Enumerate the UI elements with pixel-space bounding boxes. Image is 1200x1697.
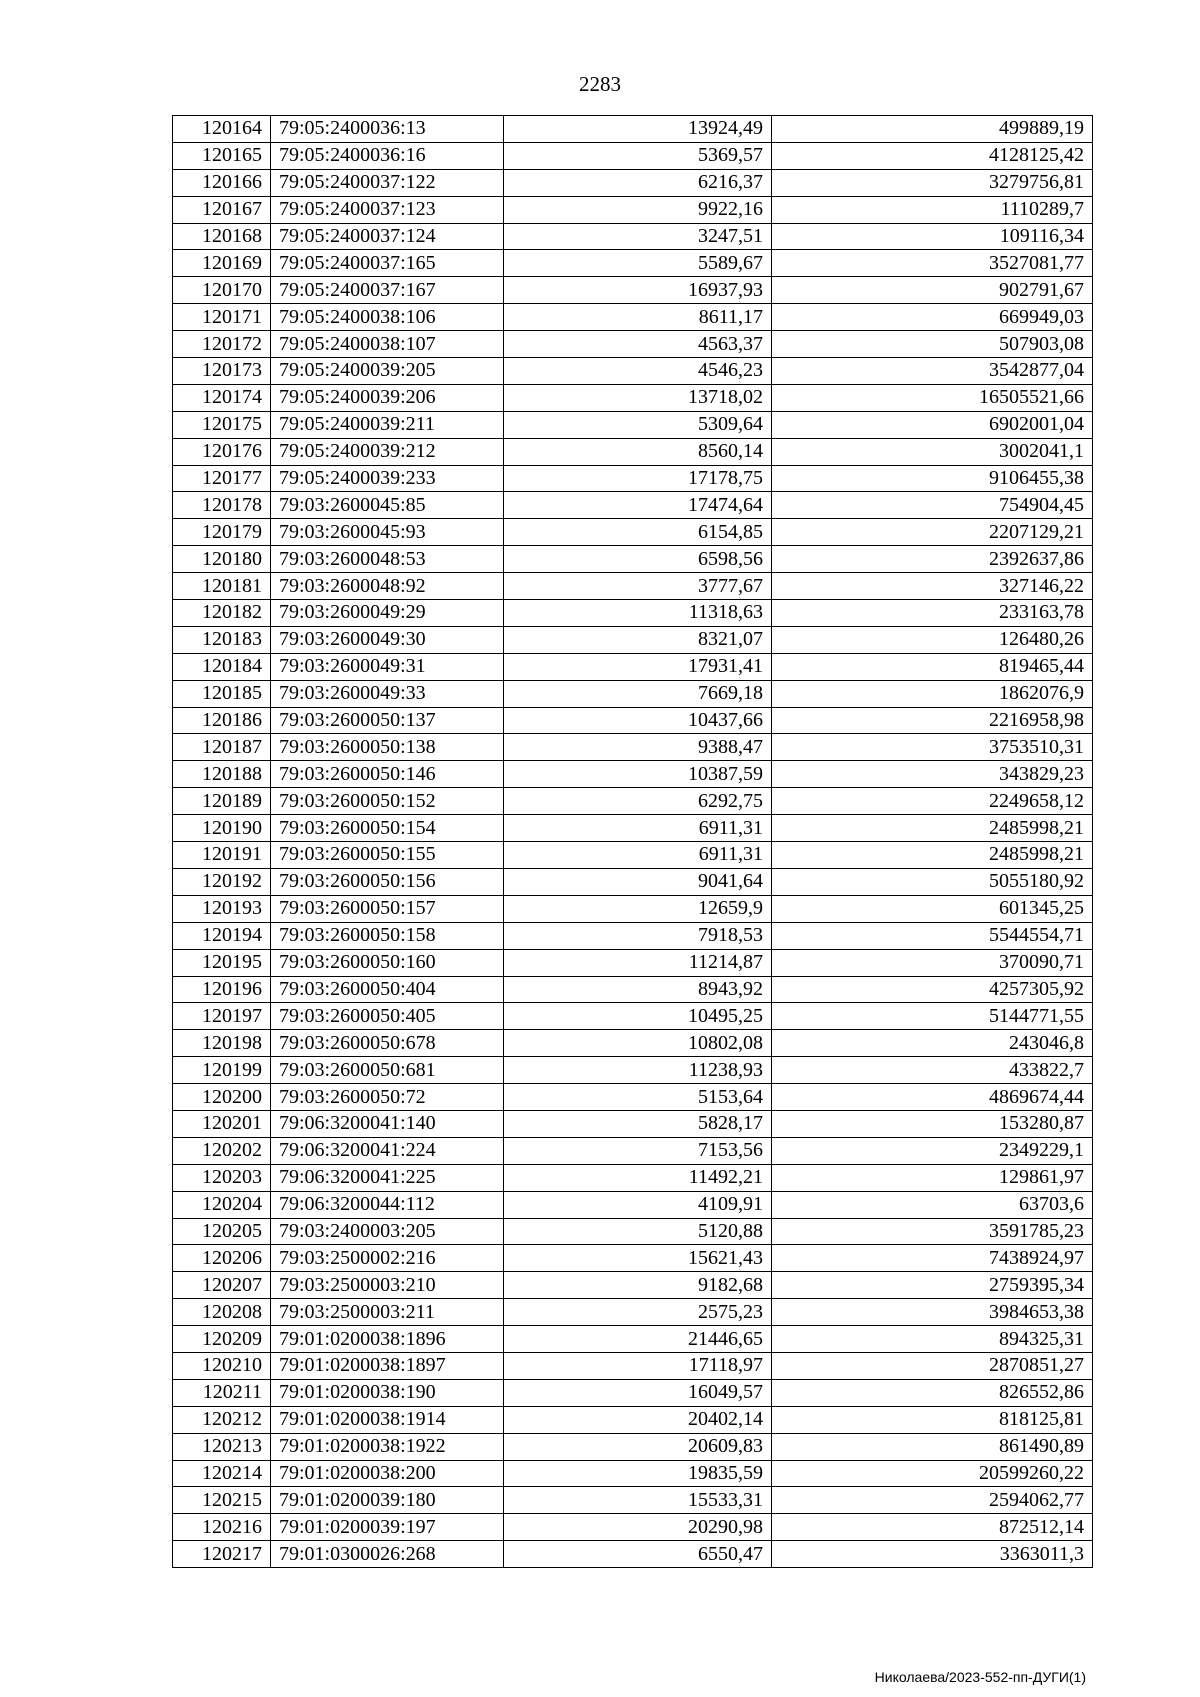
area-cell: 6216,37	[504, 169, 772, 196]
value-cell: 1862076,9	[772, 680, 1093, 707]
table-row	[173, 438, 1093, 465]
area-cell: 6598,56	[504, 546, 772, 573]
area-cell: 7918,53	[504, 922, 772, 949]
cadastral-number-cell: 79:03:2600050:72	[271, 1084, 504, 1111]
row-number-cell: 120198	[173, 1030, 271, 1057]
cadastral-number-cell: 79:03:2400003:205	[271, 1218, 504, 1245]
table-row	[173, 922, 1093, 949]
cadastral-number-cell: 79:03:2600050:157	[271, 895, 504, 922]
row-number-cell: 120205	[173, 1218, 271, 1245]
cadastral-number-cell: 79:05:2400039:211	[271, 411, 504, 438]
area-cell: 15621,43	[504, 1245, 772, 1272]
cadastral-number-cell: 79:03:2600048:92	[271, 573, 504, 600]
cadastral-number-cell: 79:03:2600050:152	[271, 788, 504, 815]
area-cell: 10387,59	[504, 761, 772, 788]
row-number-cell: 120211	[173, 1379, 271, 1406]
table-row	[173, 1514, 1093, 1541]
row-number-cell: 120208	[173, 1299, 271, 1326]
table-row	[173, 1487, 1093, 1514]
cadastral-number-cell: 79:03:2600050:138	[271, 734, 504, 761]
cadastral-number-cell: 79:05:2400039:212	[271, 438, 504, 465]
area-cell: 20402,14	[504, 1406, 772, 1433]
cadastral-number-cell: 79:03:2500002:216	[271, 1245, 504, 1272]
value-cell: 4128125,42	[772, 142, 1093, 169]
value-cell: 3002041,1	[772, 438, 1093, 465]
cadastral-number-cell: 79:05:2400037:167	[271, 277, 504, 304]
data-table	[172, 115, 1093, 1568]
area-cell: 5309,64	[504, 411, 772, 438]
cadastral-number-cell: 79:03:2600050:160	[271, 949, 504, 976]
table-row	[173, 1137, 1093, 1164]
row-number-cell: 120168	[173, 223, 271, 250]
table-row	[173, 1191, 1093, 1218]
area-cell: 16937,93	[504, 277, 772, 304]
area-cell: 20290,98	[504, 1514, 772, 1541]
row-number-cell: 120201	[173, 1110, 271, 1137]
area-cell: 12659,9	[504, 895, 772, 922]
area-cell: 9182,68	[504, 1272, 772, 1299]
row-number-cell: 120165	[173, 142, 271, 169]
value-cell: 669949,03	[772, 304, 1093, 331]
table-row	[173, 1433, 1093, 1460]
area-cell: 11238,93	[504, 1057, 772, 1084]
row-number-cell: 120207	[173, 1272, 271, 1299]
cadastral-number-cell: 79:05:2400037:122	[271, 169, 504, 196]
area-cell: 9041,64	[504, 868, 772, 895]
row-number-cell: 120194	[173, 922, 271, 949]
cadastral-number-cell: 79:05:2400036:13	[271, 116, 504, 143]
row-number-cell: 120176	[173, 438, 271, 465]
table-row	[173, 949, 1093, 976]
value-cell: 3753510,31	[772, 734, 1093, 761]
table-row	[173, 492, 1093, 519]
area-cell: 10495,25	[504, 1003, 772, 1030]
cadastral-number-cell: 79:01:0200038:1922	[271, 1433, 504, 1460]
cadastral-number-cell: 79:05:2400037:123	[271, 196, 504, 223]
cadastral-number-cell: 79:05:2400037:165	[271, 250, 504, 277]
value-cell: 1110289,7	[772, 196, 1093, 223]
area-cell: 4546,23	[504, 358, 772, 385]
area-cell: 11318,63	[504, 600, 772, 627]
value-cell: 129861,97	[772, 1164, 1093, 1191]
row-number-cell: 120180	[173, 546, 271, 573]
row-number-cell: 120169	[173, 250, 271, 277]
value-cell: 3542877,04	[772, 358, 1093, 385]
row-number-cell: 120182	[173, 600, 271, 627]
table-row	[173, 1460, 1093, 1487]
table-row	[173, 1057, 1093, 1084]
table-row	[173, 653, 1093, 680]
row-number-cell: 120172	[173, 331, 271, 358]
table-row	[173, 358, 1093, 385]
table-row	[173, 707, 1093, 734]
table-row	[173, 1299, 1093, 1326]
table-row	[173, 546, 1093, 573]
area-cell: 6154,85	[504, 519, 772, 546]
area-cell: 17931,41	[504, 653, 772, 680]
cadastral-number-cell: 79:05:2400039:206	[271, 384, 504, 411]
table-row	[173, 1218, 1093, 1245]
cadastral-number-cell: 79:05:2400039:205	[271, 358, 504, 385]
value-cell: 433822,7	[772, 1057, 1093, 1084]
row-number-cell: 120171	[173, 304, 271, 331]
cadastral-number-cell: 79:05:2400036:16	[271, 142, 504, 169]
row-number-cell: 120167	[173, 196, 271, 223]
value-cell: 3527081,77	[772, 250, 1093, 277]
area-cell: 19835,59	[504, 1460, 772, 1487]
row-number-cell: 120196	[173, 976, 271, 1003]
value-cell: 3984653,38	[772, 1299, 1093, 1326]
table-row	[173, 1030, 1093, 1057]
row-number-cell: 120193	[173, 895, 271, 922]
cadastral-number-cell: 79:03:2600050:678	[271, 1030, 504, 1057]
cadastral-number-cell: 79:05:2400037:124	[271, 223, 504, 250]
value-cell: 327146,22	[772, 573, 1093, 600]
row-number-cell: 120186	[173, 707, 271, 734]
row-number-cell: 120187	[173, 734, 271, 761]
cadastral-number-cell: 79:05:2400039:233	[271, 465, 504, 492]
cadastral-number-cell: 79:03:2500003:211	[271, 1299, 504, 1326]
value-cell: 3279756,81	[772, 169, 1093, 196]
row-number-cell: 120195	[173, 949, 271, 976]
row-number-cell: 120192	[173, 868, 271, 895]
area-cell: 6550,47	[504, 1541, 772, 1568]
cadastral-number-cell: 79:06:3200041:140	[271, 1110, 504, 1137]
table-row	[173, 1003, 1093, 1030]
table-row	[173, 788, 1093, 815]
cadastral-number-cell: 79:03:2600050:405	[271, 1003, 504, 1030]
table-row	[173, 1164, 1093, 1191]
table-row	[173, 1084, 1093, 1111]
cadastral-number-cell: 79:01:0200038:1914	[271, 1406, 504, 1433]
cadastral-number-cell: 79:03:2600049:33	[271, 680, 504, 707]
cadastral-number-cell: 79:01:0200038:1896	[271, 1326, 504, 1353]
value-cell: 754904,45	[772, 492, 1093, 519]
row-number-cell: 120166	[173, 169, 271, 196]
table-row	[173, 277, 1093, 304]
value-cell: 5055180,92	[772, 868, 1093, 895]
row-number-cell: 120177	[173, 465, 271, 492]
value-cell: 2485998,21	[772, 815, 1093, 842]
area-cell: 3247,51	[504, 223, 772, 250]
cadastral-number-cell: 79:03:2600050:155	[271, 842, 504, 869]
area-cell: 4109,91	[504, 1191, 772, 1218]
value-cell: 2759395,34	[772, 1272, 1093, 1299]
row-number-cell: 120202	[173, 1137, 271, 1164]
row-number-cell: 120184	[173, 653, 271, 680]
row-number-cell: 120173	[173, 358, 271, 385]
value-cell: 2349229,1	[772, 1137, 1093, 1164]
area-cell: 6911,31	[504, 815, 772, 842]
value-cell: 343829,23	[772, 761, 1093, 788]
area-cell: 5369,57	[504, 142, 772, 169]
area-cell: 21446,65	[504, 1326, 772, 1353]
area-cell: 11214,87	[504, 949, 772, 976]
cadastral-number-cell: 79:05:2400038:107	[271, 331, 504, 358]
row-number-cell: 120210	[173, 1352, 271, 1379]
area-cell: 5828,17	[504, 1110, 772, 1137]
row-number-cell: 120178	[173, 492, 271, 519]
table-row	[173, 196, 1093, 223]
area-cell: 8611,17	[504, 304, 772, 331]
cadastral-number-cell: 79:03:2600050:137	[271, 707, 504, 734]
row-number-cell: 120213	[173, 1433, 271, 1460]
area-cell: 5153,64	[504, 1084, 772, 1111]
area-cell: 15533,31	[504, 1487, 772, 1514]
row-number-cell: 120204	[173, 1191, 271, 1218]
table-row	[173, 815, 1093, 842]
value-cell: 20599260,22	[772, 1460, 1093, 1487]
table-row	[173, 895, 1093, 922]
row-number-cell: 120199	[173, 1057, 271, 1084]
area-cell: 11492,21	[504, 1164, 772, 1191]
value-cell: 3591785,23	[772, 1218, 1093, 1245]
table-row	[173, 169, 1093, 196]
row-number-cell: 120203	[173, 1164, 271, 1191]
row-number-cell: 120197	[173, 1003, 271, 1030]
cadastral-number-cell: 79:03:2600050:681	[271, 1057, 504, 1084]
row-number-cell: 120190	[173, 815, 271, 842]
area-cell: 8560,14	[504, 438, 772, 465]
cadastral-number-cell: 79:06:3200041:225	[271, 1164, 504, 1191]
row-number-cell: 120189	[173, 788, 271, 815]
value-cell: 826552,86	[772, 1379, 1093, 1406]
area-cell: 5589,67	[504, 250, 772, 277]
row-number-cell: 120217	[173, 1541, 271, 1568]
value-cell: 2392637,86	[772, 546, 1093, 573]
area-cell: 4563,37	[504, 331, 772, 358]
area-cell: 6292,75	[504, 788, 772, 815]
row-number-cell: 120174	[173, 384, 271, 411]
area-cell: 13924,49	[504, 116, 772, 143]
row-number-cell: 120181	[173, 573, 271, 600]
table-row	[173, 761, 1093, 788]
cadastral-number-cell: 79:03:2600045:85	[271, 492, 504, 519]
area-cell: 8321,07	[504, 626, 772, 653]
table-body	[173, 116, 1093, 1568]
table-row	[173, 626, 1093, 653]
area-cell: 13718,02	[504, 384, 772, 411]
row-number-cell: 120183	[173, 626, 271, 653]
value-cell: 601345,25	[772, 895, 1093, 922]
area-cell: 7153,56	[504, 1137, 772, 1164]
table-row	[173, 976, 1093, 1003]
area-cell: 8943,92	[504, 976, 772, 1003]
value-cell: 16505521,66	[772, 384, 1093, 411]
row-number-cell: 120209	[173, 1326, 271, 1353]
value-cell: 4869674,44	[772, 1084, 1093, 1111]
value-cell: 2594062,77	[772, 1487, 1093, 1514]
table-row	[173, 519, 1093, 546]
cadastral-number-cell: 79:03:2600049:31	[271, 653, 504, 680]
cadastral-number-cell: 79:01:0200039:180	[271, 1487, 504, 1514]
table-row	[173, 304, 1093, 331]
cadastral-number-cell: 79:03:2600050:404	[271, 976, 504, 1003]
value-cell: 5144771,55	[772, 1003, 1093, 1030]
table-row	[173, 573, 1093, 600]
cadastral-number-cell: 79:01:0200038:1897	[271, 1352, 504, 1379]
table-row	[173, 1245, 1093, 1272]
table-row	[173, 600, 1093, 627]
area-cell: 9388,47	[504, 734, 772, 761]
value-cell: 861490,89	[772, 1433, 1093, 1460]
row-number-cell: 120185	[173, 680, 271, 707]
area-cell: 3777,67	[504, 573, 772, 600]
value-cell: 243046,8	[772, 1030, 1093, 1057]
row-number-cell: 120200	[173, 1084, 271, 1111]
table-row	[173, 1326, 1093, 1353]
cadastral-number-cell: 79:06:3200044:112	[271, 1191, 504, 1218]
row-number-cell: 120216	[173, 1514, 271, 1541]
area-cell: 7669,18	[504, 680, 772, 707]
row-number-cell: 120215	[173, 1487, 271, 1514]
table-row	[173, 1406, 1093, 1433]
value-cell: 9106455,38	[772, 465, 1093, 492]
area-cell: 16049,57	[504, 1379, 772, 1406]
value-cell: 6902001,04	[772, 411, 1093, 438]
table-row	[173, 1379, 1093, 1406]
area-cell: 17118,97	[504, 1352, 772, 1379]
value-cell: 63703,6	[772, 1191, 1093, 1218]
table-row	[173, 1110, 1093, 1137]
value-cell: 872512,14	[772, 1514, 1093, 1541]
cadastral-number-cell: 79:03:2600050:158	[271, 922, 504, 949]
area-cell: 10437,66	[504, 707, 772, 734]
table-row	[173, 223, 1093, 250]
table-row	[173, 868, 1093, 895]
cadastral-number-cell: 79:03:2500003:210	[271, 1272, 504, 1299]
value-cell: 7438924,97	[772, 1245, 1093, 1272]
value-cell: 153280,87	[772, 1110, 1093, 1137]
value-cell: 2249658,12	[772, 788, 1093, 815]
value-cell: 819465,44	[772, 653, 1093, 680]
cadastral-number-cell: 79:01:0200039:197	[271, 1514, 504, 1541]
cadastral-number-cell: 79:03:2600048:53	[271, 546, 504, 573]
value-cell: 109116,34	[772, 223, 1093, 250]
page-number: 2283	[579, 72, 621, 96]
row-number-cell: 120170	[173, 277, 271, 304]
value-cell: 2870851,27	[772, 1352, 1093, 1379]
value-cell: 2216958,98	[772, 707, 1093, 734]
table-row	[173, 331, 1093, 358]
table-row	[173, 465, 1093, 492]
row-number-cell: 120188	[173, 761, 271, 788]
value-cell: 894325,31	[772, 1326, 1093, 1353]
cadastral-number-cell: 79:05:2400038:106	[271, 304, 504, 331]
row-number-cell: 120175	[173, 411, 271, 438]
row-number-cell: 120164	[173, 116, 271, 143]
area-cell: 10802,08	[504, 1030, 772, 1057]
table-row	[173, 1541, 1093, 1568]
value-cell: 2207129,21	[772, 519, 1093, 546]
value-cell: 233163,78	[772, 600, 1093, 627]
area-cell: 20609,83	[504, 1433, 772, 1460]
table-row	[173, 842, 1093, 869]
value-cell: 2485998,21	[772, 842, 1093, 869]
document-reference: Николаева/2023-552-пп-ДУГИ(1)	[874, 1669, 1086, 1685]
cadastral-number-cell: 79:03:2600049:29	[271, 600, 504, 627]
cadastral-number-cell: 79:06:3200041:224	[271, 1137, 504, 1164]
row-number-cell: 120179	[173, 519, 271, 546]
area-cell: 17178,75	[504, 465, 772, 492]
row-number-cell: 120212	[173, 1406, 271, 1433]
value-cell: 3363011,3	[772, 1541, 1093, 1568]
cadastral-number-cell: 79:01:0200038:200	[271, 1460, 504, 1487]
table-row	[173, 734, 1093, 761]
area-cell: 17474,64	[504, 492, 772, 519]
table-row	[173, 250, 1093, 277]
value-cell: 507903,08	[772, 331, 1093, 358]
table-row	[173, 1352, 1093, 1379]
row-number-cell: 120206	[173, 1245, 271, 1272]
cadastral-number-cell: 79:01:0300026:268	[271, 1541, 504, 1568]
area-cell: 9922,16	[504, 196, 772, 223]
value-cell: 126480,26	[772, 626, 1093, 653]
value-cell: 370090,71	[772, 949, 1093, 976]
value-cell: 818125,81	[772, 1406, 1093, 1433]
cadastral-number-cell: 79:03:2600049:30	[271, 626, 504, 653]
table-row	[173, 680, 1093, 707]
area-cell: 5120,88	[504, 1218, 772, 1245]
value-cell: 5544554,71	[772, 922, 1093, 949]
value-cell: 4257305,92	[772, 976, 1093, 1003]
cadastral-number-cell: 79:03:2600050:146	[271, 761, 504, 788]
value-cell: 499889,19	[772, 116, 1093, 143]
area-cell: 2575,23	[504, 1299, 772, 1326]
cadastral-number-cell: 79:01:0200038:190	[271, 1379, 504, 1406]
cadastral-number-cell: 79:03:2600045:93	[271, 519, 504, 546]
table-row	[173, 1272, 1093, 1299]
row-number-cell: 120214	[173, 1460, 271, 1487]
area-cell: 6911,31	[504, 842, 772, 869]
table-row	[173, 116, 1093, 143]
table-row	[173, 384, 1093, 411]
row-number-cell: 120191	[173, 842, 271, 869]
table-row	[173, 142, 1093, 169]
table-row	[173, 411, 1093, 438]
value-cell: 902791,67	[772, 277, 1093, 304]
cadastral-number-cell: 79:03:2600050:154	[271, 815, 504, 842]
cadastral-number-cell: 79:03:2600050:156	[271, 868, 504, 895]
